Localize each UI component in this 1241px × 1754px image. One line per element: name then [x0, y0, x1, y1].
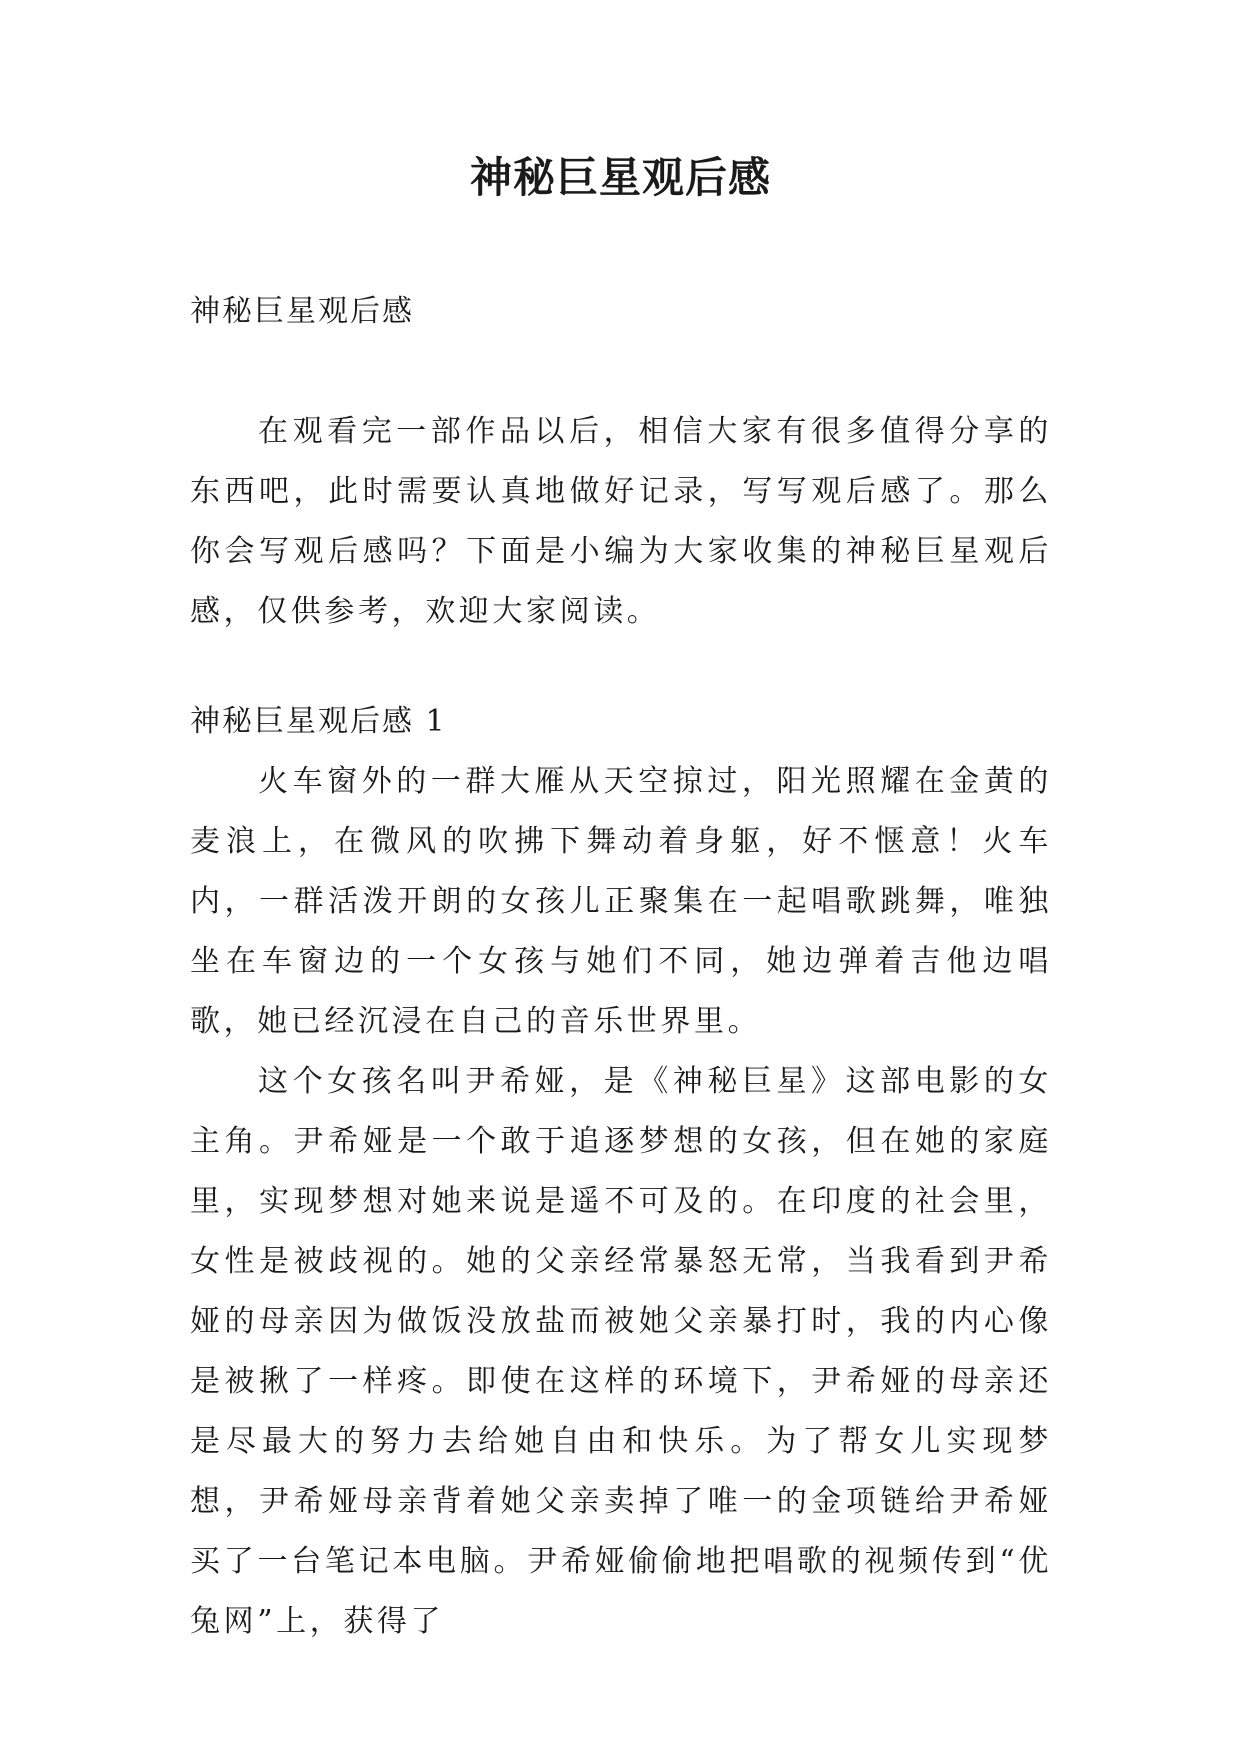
- document-body: [190, 282, 1052, 1652]
- spacer: [190, 642, 1052, 692]
- document-subtitle: 神秘巨星观后感: [190, 294, 414, 329]
- section-heading: 神秘巨星观后感 1: [190, 704, 447, 739]
- spacer: [190, 342, 1052, 402]
- document-title: 神秘巨星观后感: [469, 153, 771, 202]
- intro-paragraph: 在观看完一部作品以后，相信大家有很多值得分享的东西吧，此时需要认真地做好记录，写写观后感了。那么你会写观后感吗？下面是小编为大家收集的神秘巨星观后感，仅供参考，欢迎大家阅读。: [190, 414, 1052, 629]
- body-paragraph: 这个女孩名叫尹希娅，是《神秘巨星》这部电影的女主角。尹希娅是一个敢于追逐梦想的女孩，但在她的家庭里，实现梦想对她来说是遥不可及的。在印度的社会里，女性是被歧视的。她的父亲经常暴怒无常，当我看到尹希娅的母亲因为做饭没放盐而被她父亲暴打时，我的内心像是被揪了一样疼。即使在这样的环境下，尹希娅的母亲还是尽最大的努力去给她自由和快乐。为了帮女儿实现梦想，尹希娅母亲背着她父亲卖掉了唯一的金项链给尹希娅买了一台笔记本电脑。尹希娅偷偷地把唱歌的视频传到“优兔网”上，获得了: [190, 1064, 1052, 1639]
- body-paragraph: 火车窗外的一群大雁从天空掠过，阳光照耀在金黄的麦浪上，在微风的吹拂下舞动着身躯，好不惬意！火车内，一群活泼开朗的女孩儿正聚集在一起唱歌跳舞，唯独坐在车窗边的一个女孩与她们不同，她边弹着吉他边唱歌，她已经沉浸在自己的音乐世界里。: [190, 764, 1052, 1039]
